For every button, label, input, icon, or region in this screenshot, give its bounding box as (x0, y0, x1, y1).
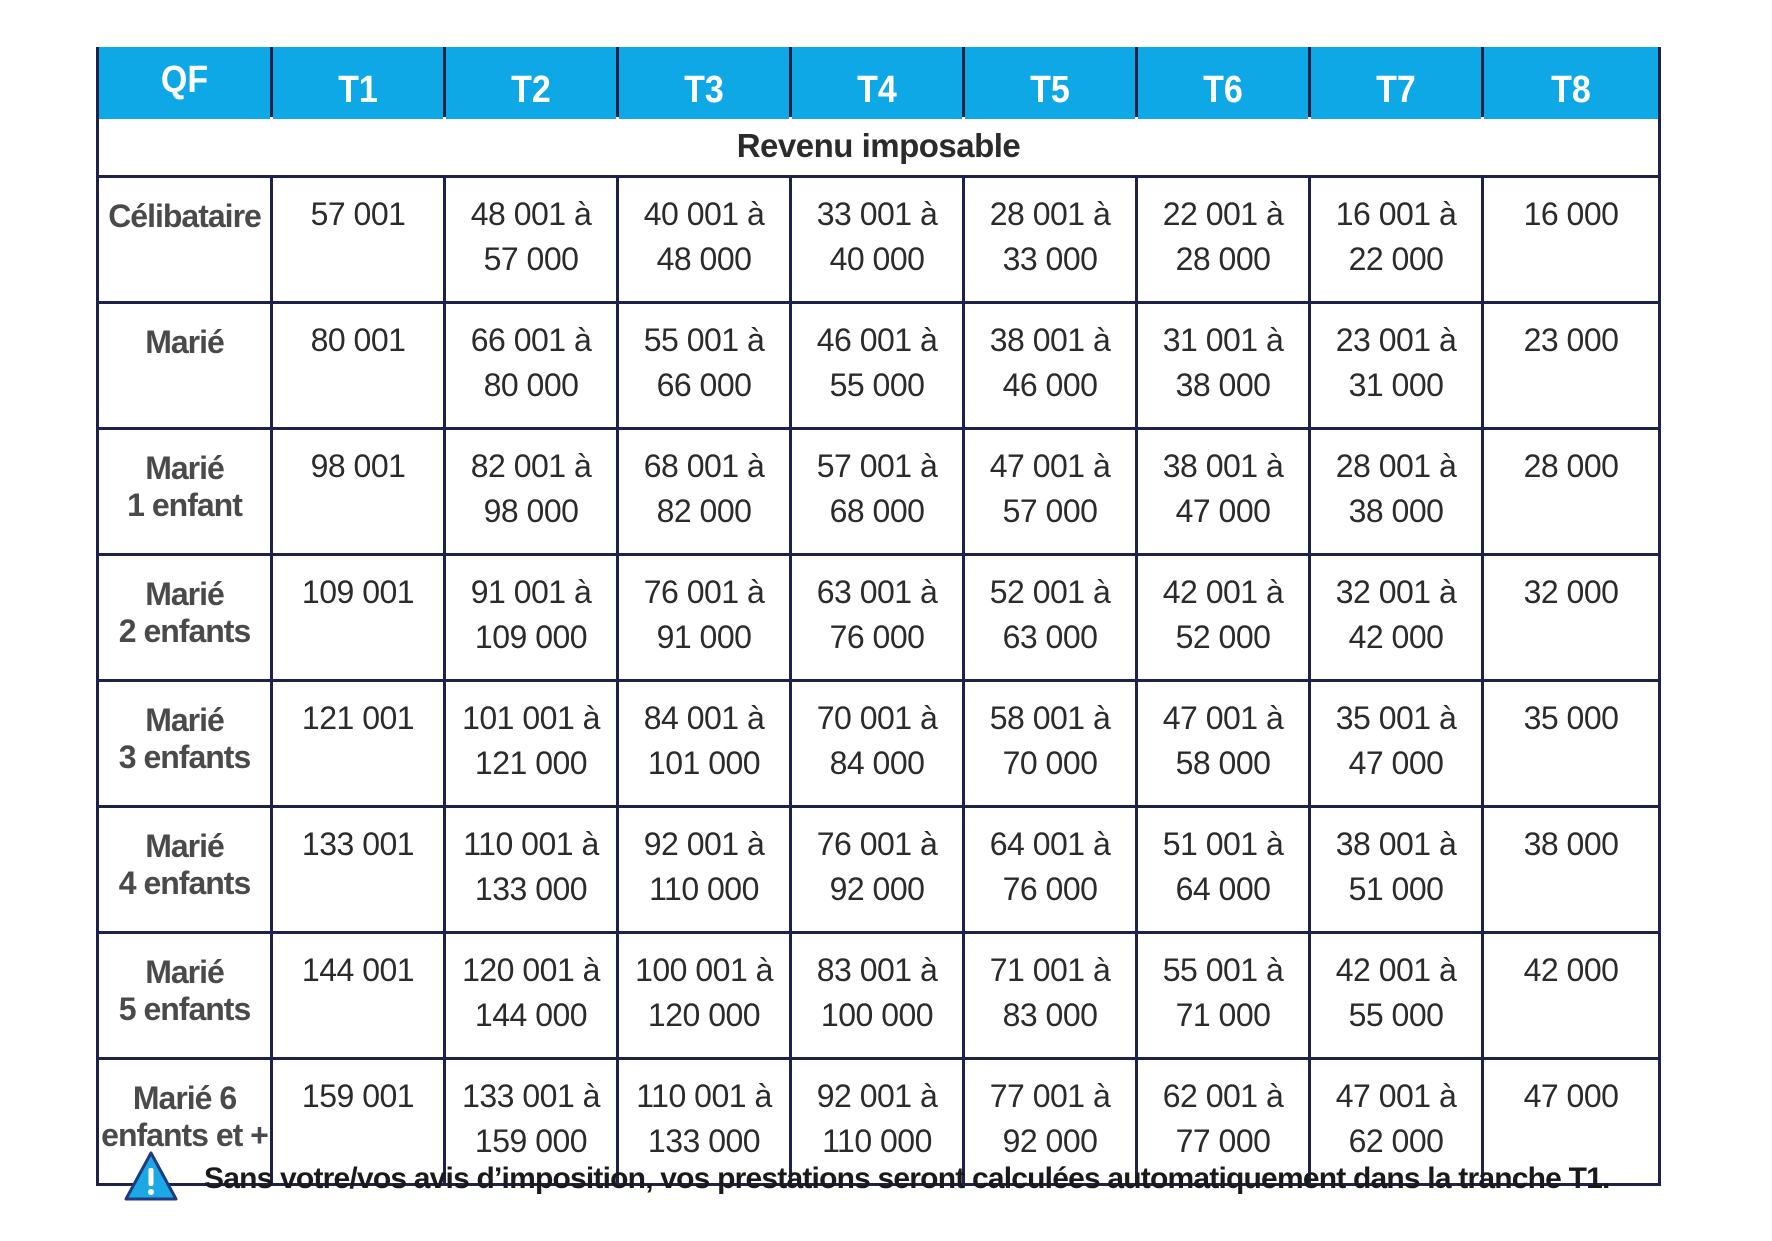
table-cell (445, 681, 618, 807)
table-cell (1310, 681, 1483, 807)
table-cell (964, 303, 1137, 429)
header-cell: T3 (618, 44, 791, 119)
header-cell: T4 (791, 44, 964, 119)
row-label-text: Marié 6 enfants et + (101, 1080, 268, 1153)
cell-value: 22 001 à 28 000 (1162, 196, 1284, 277)
table-cell (272, 807, 445, 933)
table-cell (272, 303, 445, 429)
cell-value: 92 001 à 110 000 (816, 1078, 938, 1159)
cell-value: 71 001 à 83 000 (989, 952, 1111, 1033)
cell-value: 110 001 à 133 000 (463, 826, 599, 907)
cell-value: 42 000 (1523, 952, 1619, 988)
cell-value: 57 001 (310, 196, 406, 232)
table-cell (272, 429, 445, 555)
cell-value: 38 001 à 46 000 (989, 322, 1111, 403)
table-cell (618, 807, 791, 933)
cell-value: 47 000 (1523, 1078, 1619, 1114)
subheader-cell: Revenu imposable (98, 116, 1660, 177)
cell-value: 58 001 à 70 000 (989, 700, 1111, 781)
cell-value: 55 001 à 66 000 (643, 322, 765, 403)
cell-value: 62 001 à 77 000 (1162, 1078, 1284, 1159)
table-cell (1483, 177, 1660, 303)
cell-value: 92 001 à 110 000 (643, 826, 765, 907)
row-label (98, 303, 272, 429)
cell-value: 46 001 à 55 000 (816, 322, 938, 403)
table-cell (964, 933, 1137, 1059)
row-label (98, 933, 272, 1059)
header-cell: T7 (1310, 44, 1483, 119)
cell-value: 133 001 (301, 826, 415, 862)
table-row (98, 933, 1660, 1059)
cell-value: 28 001 à 33 000 (989, 196, 1111, 277)
cell-value: 101 001 à 121 000 (462, 700, 600, 781)
subheader-row (98, 116, 1660, 177)
notice-text: Sans votre/vos avis d’imposition, vos prestations seront calculées automatiquement dans la tranche T1. (204, 1162, 1610, 1195)
warning-icon (124, 1150, 178, 1202)
cell-value: 80 001 (310, 322, 406, 358)
header-cell: T1 (272, 44, 445, 119)
table-cell (445, 933, 618, 1059)
cell-value: 144 001 (301, 952, 415, 988)
row-label (98, 177, 272, 303)
table-cell (1483, 933, 1660, 1059)
row-label-text: Marié 1 enfant (127, 450, 242, 523)
cell-value: 33 001 à 40 000 (816, 196, 938, 277)
cell-value: 55 001 à 71 000 (1162, 952, 1284, 1033)
table-cell (1310, 807, 1483, 933)
cell-value: 52 001 à 63 000 (989, 574, 1111, 655)
cell-value: 32 001 à 42 000 (1335, 574, 1457, 655)
table-cell (1310, 555, 1483, 681)
table-cell (1483, 555, 1660, 681)
cell-value: 63 001 à 76 000 (816, 574, 938, 655)
cell-value: 121 001 (301, 700, 415, 736)
table-cell (1310, 429, 1483, 555)
cell-value: 38 001 à 47 000 (1162, 448, 1284, 529)
cell-value: 110 001 à 133 000 (636, 1078, 772, 1159)
cell-value: 70 001 à 84 000 (816, 700, 938, 781)
row-label-text: Marié 2 enfants (118, 576, 251, 649)
cell-value: 109 001 (301, 574, 415, 610)
header-cell: QF (98, 44, 272, 119)
header-cell: T5 (964, 44, 1137, 119)
cell-value: 159 001 (301, 1078, 415, 1114)
cell-value: 47 001 à 62 000 (1335, 1078, 1457, 1159)
table-cell (618, 555, 791, 681)
table-cell (1483, 429, 1660, 555)
row-label-text: Marié 4 enfants (118, 828, 251, 901)
cell-value: 66 001 à 80 000 (470, 322, 592, 403)
table-cell (618, 429, 791, 555)
cell-value: 64 001 à 76 000 (989, 826, 1111, 907)
table-cell (964, 681, 1137, 807)
table-cell (445, 429, 618, 555)
row-label-text: Célibataire (108, 198, 261, 234)
income-bracket-table (96, 47, 1661, 1186)
cell-value: 68 001 à 82 000 (643, 448, 765, 529)
table-cell (791, 429, 964, 555)
notice (124, 1150, 1684, 1210)
table-row (98, 303, 1660, 429)
table-cell (791, 933, 964, 1059)
table-cell (618, 933, 791, 1059)
cell-value: 40 001 à 48 000 (643, 196, 765, 277)
row-label (98, 555, 272, 681)
table-cell (272, 681, 445, 807)
cell-value: 23 000 (1523, 322, 1619, 358)
row-label (98, 807, 272, 933)
table-cell (272, 933, 445, 1059)
table-cell (445, 555, 618, 681)
table-cell (1137, 681, 1310, 807)
cell-value: 16 001 à 22 000 (1335, 196, 1457, 277)
table-cell (1137, 555, 1310, 681)
table-cell (618, 303, 791, 429)
cell-value: 133 001 à 159 000 (462, 1078, 600, 1159)
table-cell (445, 807, 618, 933)
cell-value: 76 001 à 92 000 (816, 826, 938, 907)
cell-value: 100 001 à 120 000 (635, 952, 773, 1033)
table-cell (1137, 429, 1310, 555)
cell-value: 76 001 à 91 000 (643, 574, 765, 655)
header-row (98, 49, 1660, 116)
table-cell (964, 555, 1137, 681)
cell-value: 91 001 à 109 000 (470, 574, 592, 655)
row-label-text: Marié (145, 324, 224, 360)
cell-value: 42 001 à 55 000 (1335, 952, 1457, 1033)
cell-value: 98 001 (310, 448, 406, 484)
cell-value: 84 001 à 101 000 (643, 700, 765, 781)
cell-value: 16 000 (1523, 196, 1619, 232)
cell-value: 38 001 à 51 000 (1335, 826, 1457, 907)
cell-value: 35 001 à 47 000 (1335, 700, 1457, 781)
row-label-text: Marié 5 enfants (118, 954, 251, 1027)
cell-value: 35 000 (1523, 700, 1619, 736)
cell-value: 23 001 à 31 000 (1335, 322, 1457, 403)
cell-value: 38 000 (1523, 826, 1619, 862)
row-label-text: Marié 3 enfants (118, 702, 251, 775)
table-cell (791, 681, 964, 807)
table-cell (1483, 303, 1660, 429)
table-cell (791, 303, 964, 429)
row-label (98, 429, 272, 555)
table-row (98, 681, 1660, 807)
cell-value: 83 001 à 100 000 (816, 952, 938, 1033)
table-cell (791, 555, 964, 681)
header-cell: T8 (1483, 44, 1660, 119)
table-cell (1483, 807, 1660, 933)
cell-value: 82 001 à 98 000 (470, 448, 592, 529)
table-cell (1137, 303, 1310, 429)
table-cell (1310, 177, 1483, 303)
cell-value: 48 001 à 57 000 (470, 196, 592, 277)
cell-value: 32 000 (1523, 574, 1619, 610)
table-cell (964, 177, 1137, 303)
table-cell (618, 177, 791, 303)
table-cell (1137, 177, 1310, 303)
table-cell (445, 177, 618, 303)
header-cell: T2 (445, 44, 618, 119)
cell-value: 28 001 à 38 000 (1335, 448, 1457, 529)
cell-value: 51 001 à 64 000 (1162, 826, 1284, 907)
table-row (98, 177, 1660, 303)
cell-value: 120 001 à 144 000 (462, 952, 600, 1033)
table-cell (272, 177, 445, 303)
table-cell (1137, 933, 1310, 1059)
table-cell (618, 681, 791, 807)
table-cell (964, 429, 1137, 555)
cell-value: 28 000 (1523, 448, 1619, 484)
cell-value: 57 001 à 68 000 (816, 448, 938, 529)
table-cell (791, 807, 964, 933)
table-row (98, 807, 1660, 933)
cell-value: 42 001 à 52 000 (1162, 574, 1284, 655)
header-cell: T6 (1137, 44, 1310, 119)
table-cell (272, 555, 445, 681)
row-label (98, 681, 272, 807)
cell-value: 77 001 à 92 000 (989, 1078, 1111, 1159)
table-cell (445, 303, 618, 429)
table-cell (1137, 807, 1310, 933)
table-cell (1483, 681, 1660, 807)
table-row (98, 555, 1660, 681)
table-cell (791, 177, 964, 303)
cell-value: 47 001 à 58 000 (1162, 700, 1284, 781)
cell-value: 47 001 à 57 000 (989, 448, 1111, 529)
table-row (98, 429, 1660, 555)
cell-value: 31 001 à 38 000 (1162, 322, 1284, 403)
table-cell (1310, 933, 1483, 1059)
table-cell (1310, 303, 1483, 429)
table-cell (964, 807, 1137, 933)
